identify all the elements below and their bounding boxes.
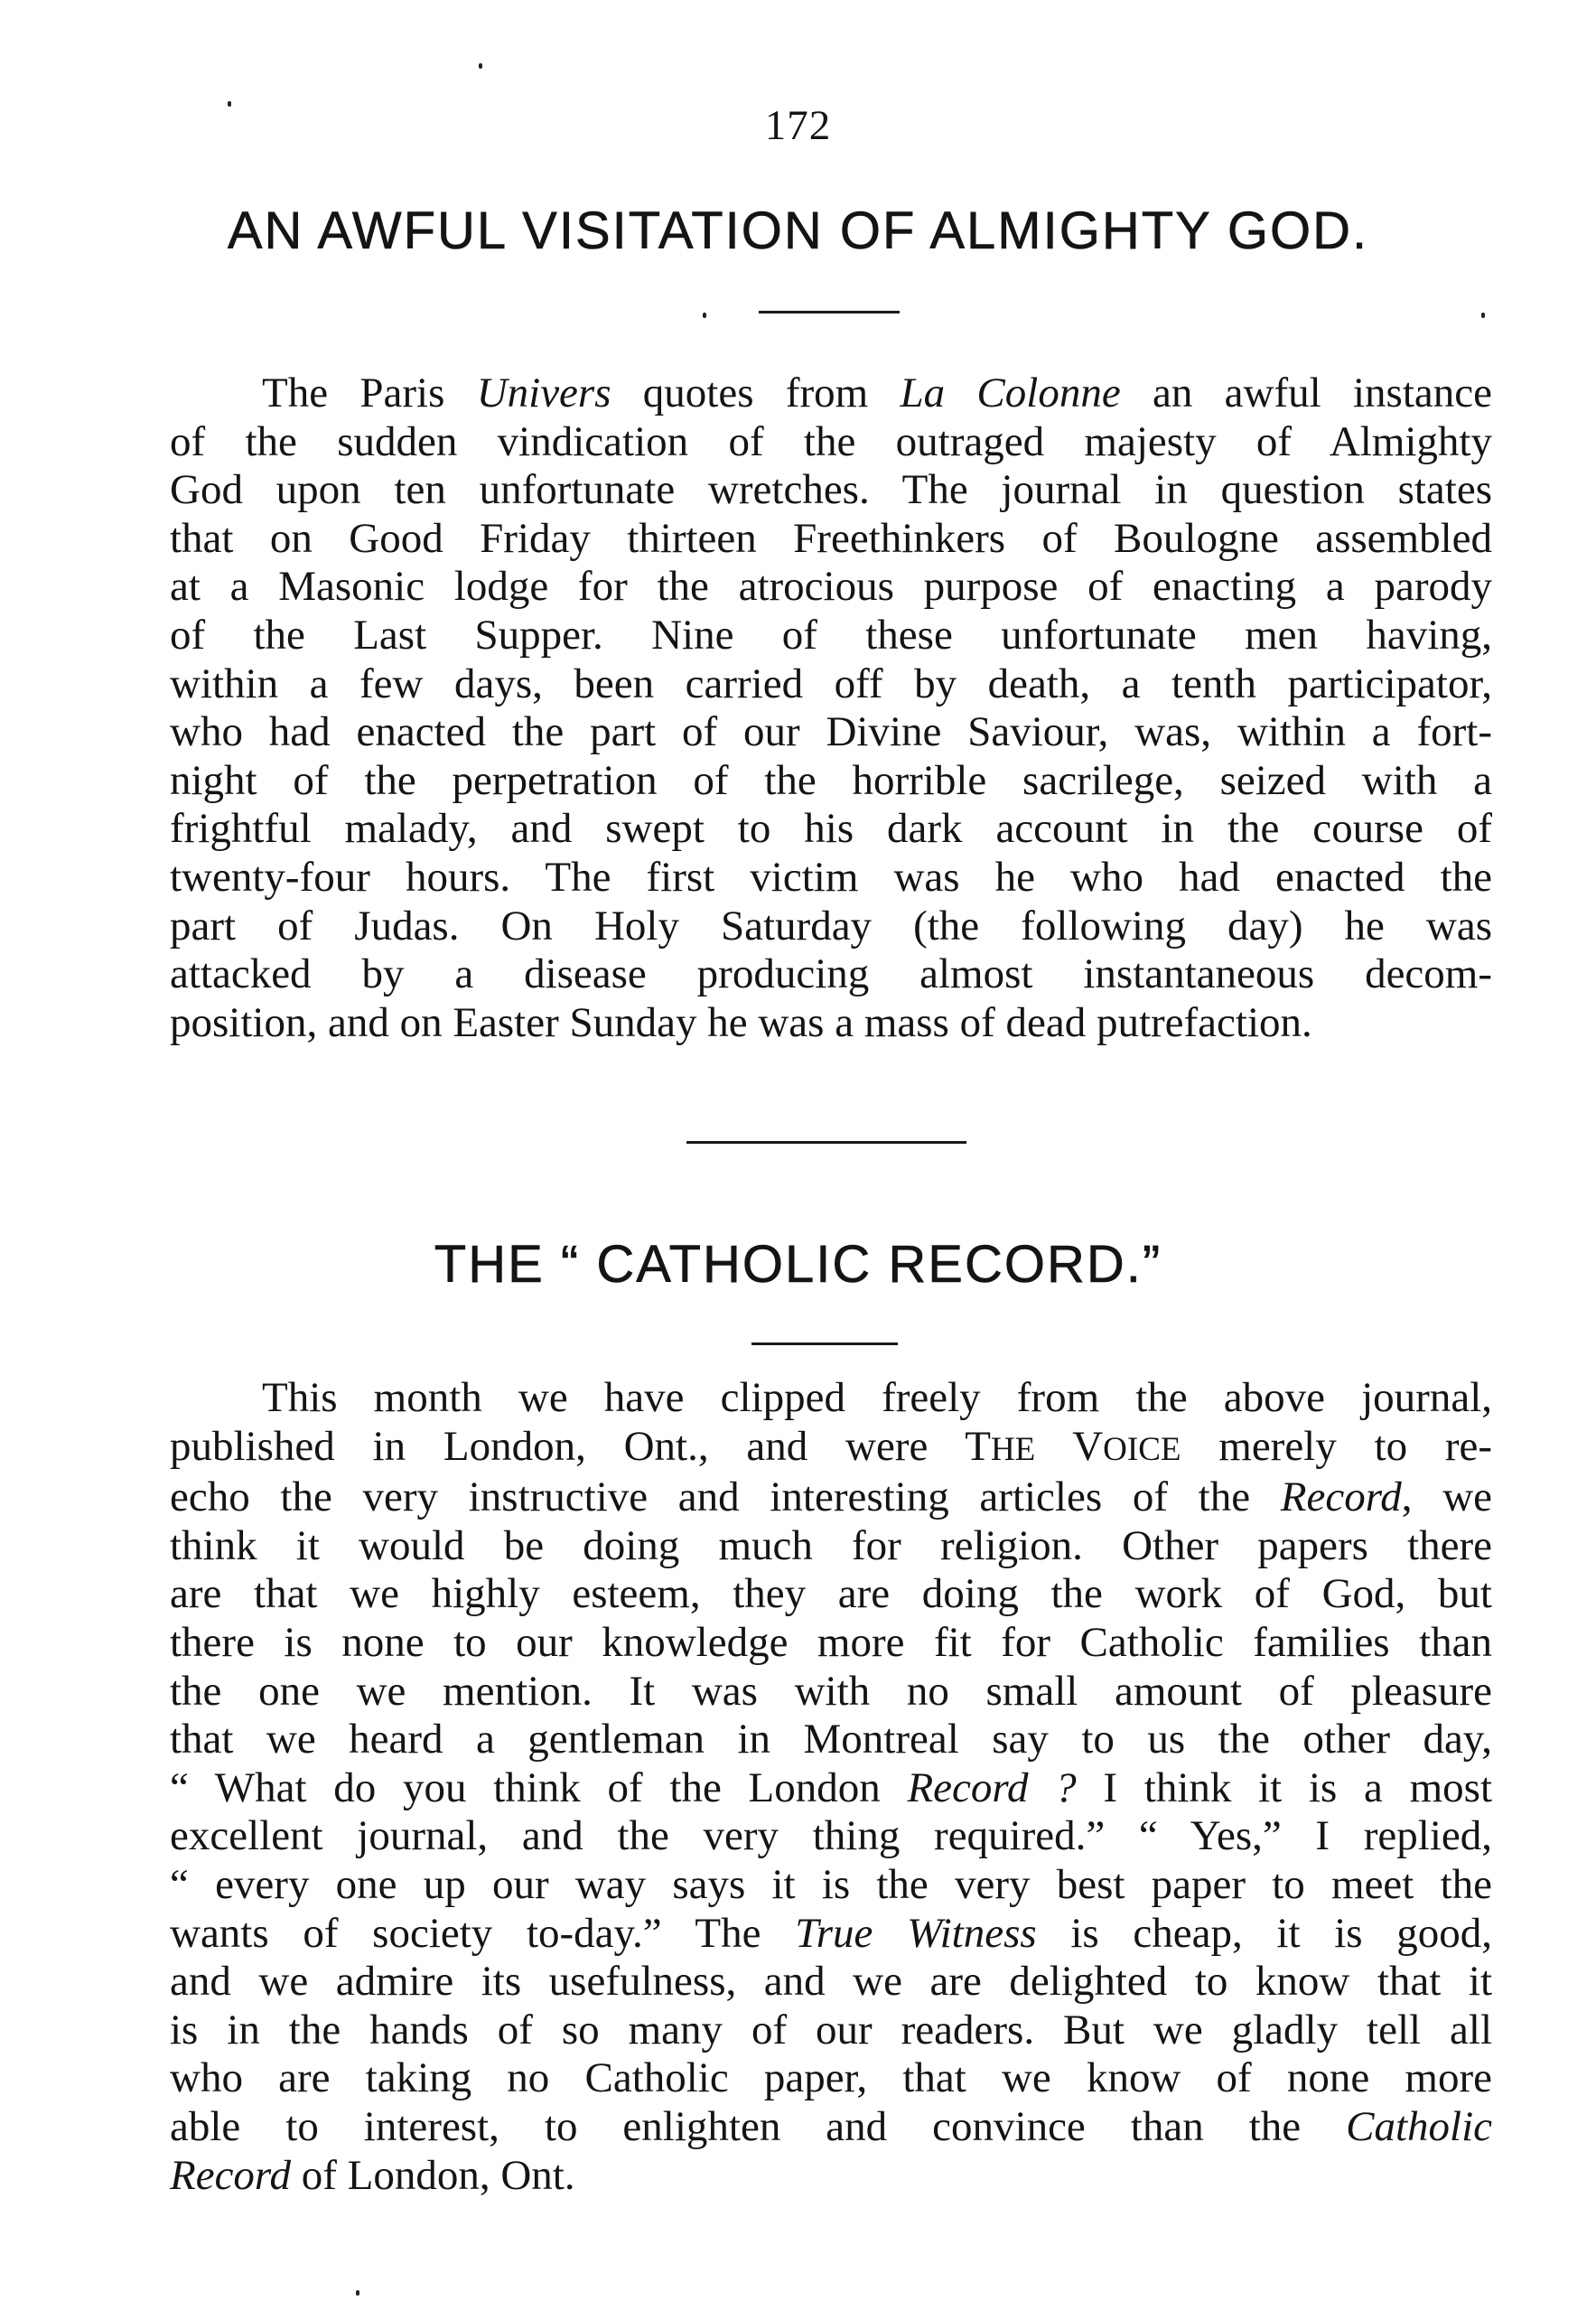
body-line: at a Masonic lodge for the atrocious purpose of enacting a parody <box>170 563 1492 611</box>
body-line: excellent journal, and the very thing required.” “ Yes,” I replied, <box>170 1812 1492 1860</box>
body-line: think it would be doing much for religion. Other papers there <box>170 1521 1492 1569</box>
body-line: night of the perpetration of the horrible sacrilege, seized with a <box>170 756 1492 804</box>
body-line: part of Judas. On Holy Saturday (the following day) he was <box>170 902 1492 950</box>
section-divider <box>686 1141 966 1144</box>
body-line: who had enacted the part of our Divine Saviour, was, within a fort- <box>170 708 1492 756</box>
article-body <box>170 370 1492 1047</box>
body-line: frightful malady, and swept to his dark account in the course of <box>170 805 1492 853</box>
body-line: position, and on Easter Sunday he was a mass of dead putrefaction. <box>170 998 1312 1046</box>
body-line: within a few days, been carried off by death, a tenth participator, <box>170 660 1492 707</box>
scan-speck <box>479 63 482 69</box>
body-line: that we heard a gentleman in Montreal say to us the other day, <box>170 1716 1492 1763</box>
article-title: THE “ CATHOLIC RECORD.” <box>434 1235 1162 1294</box>
body-line: attacked by a disease producing almost instantaneous decom- <box>170 950 1492 998</box>
body-line: who are taking no Catholic paper, that we know of none more <box>170 2054 1492 2102</box>
scan-speck <box>356 2290 359 2296</box>
body-line: and we admire its usefulness, and we are delighted to know that it <box>170 1958 1492 2006</box>
body-line: God upon ten unfortunate wretches. The journal in question states <box>170 466 1492 514</box>
title-divider <box>759 311 900 313</box>
body-line: of the sudden vindication of the outraged majesty of Almighty <box>170 417 1492 465</box>
body-line: The Paris Univers quotes from La Colonne an awful instance <box>262 370 1492 416</box>
body-line: of the Last Supper. Nine of these unfortunate men having, <box>170 611 1492 659</box>
body-line: are that we highly esteem, they are doing the work of God, but <box>170 1570 1492 1618</box>
body-line: is in the hands of so many of our readers. But we gladly tell all <box>170 2006 1492 2053</box>
body-line: that on Good Friday thirteen Freethinkers of Boulogne assembled <box>170 514 1492 562</box>
body-line: echo the very instructive and interesting articles of the Record, we <box>170 1473 1492 1521</box>
scan-speck <box>703 313 706 318</box>
scan-speck <box>1481 313 1485 318</box>
body-line: wants of society to-day.” The True Witness is cheap, it is good, <box>170 1909 1492 1957</box>
body-line: “ every one up our way says it is the very best paper to meet the <box>170 1860 1492 1908</box>
body-line: twenty-four hours. The first victim was he who had enacted the <box>170 853 1492 901</box>
body-line: “ What do you think of the London Record ? I think it is a most <box>170 1763 1493 1811</box>
body-line: the one we mention. It was with no small amount of pleasure <box>170 1667 1492 1715</box>
body-line: This month we have clipped freely from the above journal, <box>262 1374 1492 1421</box>
title-divider <box>751 1342 898 1345</box>
body-line: able to interest, to enlighten and convince than the Catholic <box>170 2102 1492 2150</box>
page-number: 172 <box>764 102 832 149</box>
article-body <box>170 1374 1492 2200</box>
article-title: AN AWFUL VISITATION OF ALMIGHTY GOD. <box>227 201 1369 260</box>
body-line: there is none to our knowledge more fit for Catholic families than <box>170 1618 1492 1666</box>
body-line: Record of London, Ont. <box>170 2151 575 2199</box>
body-line: published in London, Ont., and were THE VOICE merely to re- <box>170 1422 1493 1470</box>
